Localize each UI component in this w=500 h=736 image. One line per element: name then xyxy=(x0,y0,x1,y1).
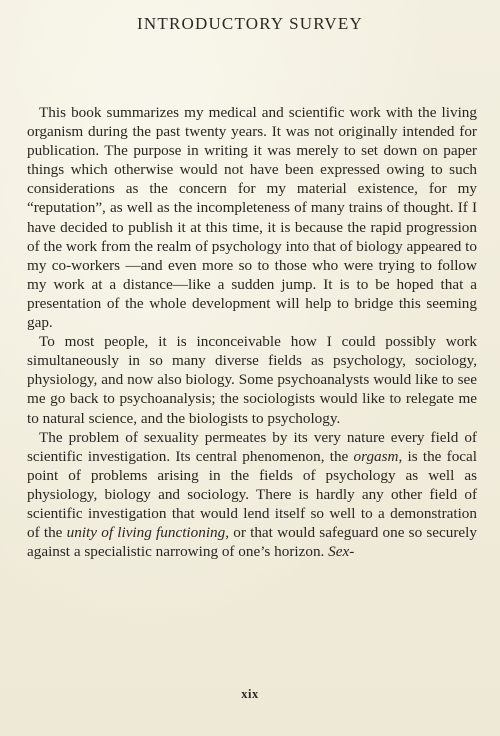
text-run: , or that would safeguard one so securely against a specialistic narrowing of one’s horizon. xyxy=(27,524,477,561)
text-run: The problem of sexuality permeates by its very nature every field of scientific investigation. Its central phenomenon, the xyxy=(27,428,477,465)
italic-text: orgasm xyxy=(353,447,399,465)
chapter-heading: INTRODUCTORY SURVEY xyxy=(137,14,363,33)
text-run: This book summarizes my medical and scientific work with the living organism during the past twenty years. It was not originally intended for publication. The purpose in writing it was merely to set down on paper things which otherwise would not have been expressed owing to such considerations as the concern for my material existence, for my “reputation”, as well as the incompleteness of many trains of thought. If I have decided to publish it at this time, it is because the rapid progression of the work from the realm of psychology into that of biology appeared to my co-workers —and even more so to those who were trying to follow my work at a distance—like a sudden jump. It is to be hoped that a presentation of the whole development will help to bridge this seeming gap. xyxy=(27,104,477,332)
text-run: To most people, it is inconceivable how I could possibly work simultaneously in so many diverse fields as psychology, sociology, physiology, and now also biology. Some psychoanalysts would like to see me go back to psychoanalysis; the sociologists would like to relegate me to natural science, and the biologists to psychology. xyxy=(27,333,477,427)
paragraph xyxy=(27,103,477,332)
paragraph xyxy=(27,428,477,562)
italic-text: unity of living functioning xyxy=(66,524,226,542)
paragraph xyxy=(27,332,477,427)
text-run: , is the focal point of problems arising in the fields of psychology as well as physiology, biology and sociology. There is hardly any other field of scientific investigation that would lend itself so well to a demonstration of the xyxy=(27,447,477,542)
body-text xyxy=(27,103,477,561)
page-number: xix xyxy=(241,687,259,701)
italic-text: Sex- xyxy=(328,543,355,561)
